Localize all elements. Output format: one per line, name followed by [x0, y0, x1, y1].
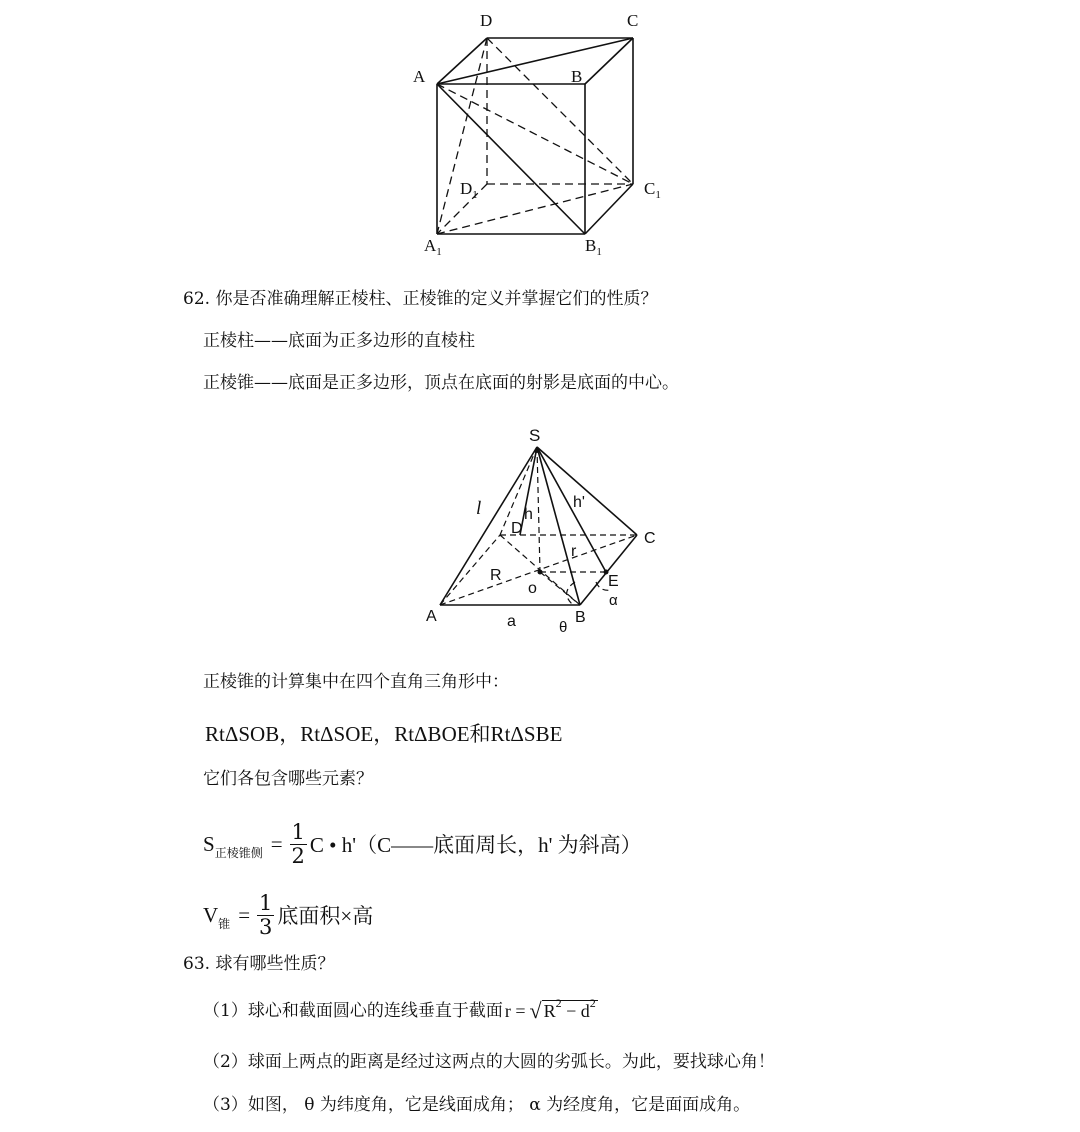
- f1-subscript: 正棱锥侧: [214, 845, 263, 860]
- q63-item1-text: （1）球心和截面圆心的连线垂直于截面: [203, 1000, 503, 1021]
- label-D1: D: [460, 179, 473, 198]
- svg-text:A1: [424, 236, 442, 258]
- svg-text:C1: [644, 179, 661, 201]
- f2-subscript: 锥: [218, 916, 231, 931]
- f1-numerator: 1: [291, 820, 305, 845]
- sqrt-R: R: [543, 1001, 556, 1021]
- f2-fraction: [257, 892, 274, 937]
- label-B1: B: [585, 236, 597, 255]
- label-A1-sub: 1: [436, 246, 442, 258]
- svg-text:B1: [585, 236, 602, 258]
- f2-numerator: 1: [259, 891, 273, 916]
- f1-denominator: 2: [291, 843, 305, 868]
- label-R: R: [490, 567, 502, 584]
- q62-title: 62. 你是否准确理解正棱柱、正棱锥的定义并掌握它们的性质？: [183, 289, 658, 309]
- label-l: l: [476, 498, 482, 519]
- label-D1-sub: 1: [472, 189, 478, 201]
- q63-item1: [203, 998, 598, 1024]
- label-A1: A: [424, 236, 437, 255]
- svg-text:D1: [460, 179, 478, 201]
- lateral-area-formula: [203, 816, 642, 872]
- label-a: a: [507, 613, 516, 630]
- label-o: o: [528, 580, 537, 597]
- q63-title: 63. 球有哪些性质？: [183, 954, 335, 974]
- label-C1-sub: 1: [655, 189, 661, 201]
- label-A: A: [413, 67, 426, 86]
- q62-line4: 它们各包含哪些元素？: [203, 769, 373, 789]
- label-B: B: [571, 67, 583, 86]
- sqrt-exp1: 2: [555, 996, 562, 1010]
- f2-V: V: [203, 902, 219, 927]
- sqrt-exp2: 2: [589, 996, 596, 1010]
- label-C: C: [644, 530, 656, 547]
- cube-figure: [400, 0, 680, 270]
- f2-rest: 底面积×高: [277, 904, 374, 928]
- f2-equals: =: [238, 902, 251, 927]
- label-E: E: [608, 573, 619, 590]
- f1-rest: C • h'（C——底面周长，h' 为斜高）: [309, 833, 642, 857]
- q63-item2: （2）球面上两点的距离是经过这两点的大圆的劣弧长。为此，要找球心角！: [203, 1052, 775, 1072]
- label-D: D: [480, 11, 493, 30]
- label-h: h: [524, 506, 533, 523]
- label-theta: θ: [559, 619, 568, 635]
- volume-formula: [203, 887, 373, 943]
- label-D: D: [511, 520, 523, 537]
- label-r: r: [571, 543, 577, 560]
- label-C: C: [627, 11, 639, 30]
- f2-denominator: 3: [259, 914, 273, 939]
- q63-item3: （3）如图， θ 为纬度角，它是线面成角； α 为经度角，它是面面成角。: [203, 1095, 751, 1115]
- sqrt-radicand: [542, 996, 598, 1022]
- f1-fraction: [290, 821, 307, 866]
- q62-triangles: RtΔSOB，RtΔSOE，RtΔBOE和RtΔSBE: [205, 722, 563, 746]
- label-A: A: [426, 608, 437, 625]
- q62-line2: 正棱锥——底面是正多边形，顶点在底面的射影是底面的中心。: [203, 373, 679, 393]
- label-B: B: [575, 609, 586, 626]
- sqrt-radical: √: [529, 998, 542, 1023]
- f1-equals: =: [270, 831, 283, 856]
- f1-S: S: [203, 831, 215, 856]
- label-B1-sub: 1: [596, 246, 602, 258]
- q62-line1: 正棱柱——底面为正多边形的直棱柱: [203, 331, 475, 351]
- q63-item1-r: r =: [504, 1000, 526, 1021]
- label-alpha: α: [609, 592, 618, 609]
- label-S: S: [529, 426, 541, 445]
- label-h-prime: h': [573, 494, 585, 511]
- label-C1: C: [644, 179, 656, 198]
- sqrt-minus-d: − d: [561, 1001, 590, 1021]
- pyramid-figure: [415, 420, 665, 635]
- q62-line3: 正棱锥的计算集中在四个直角三角形中：: [203, 672, 509, 692]
